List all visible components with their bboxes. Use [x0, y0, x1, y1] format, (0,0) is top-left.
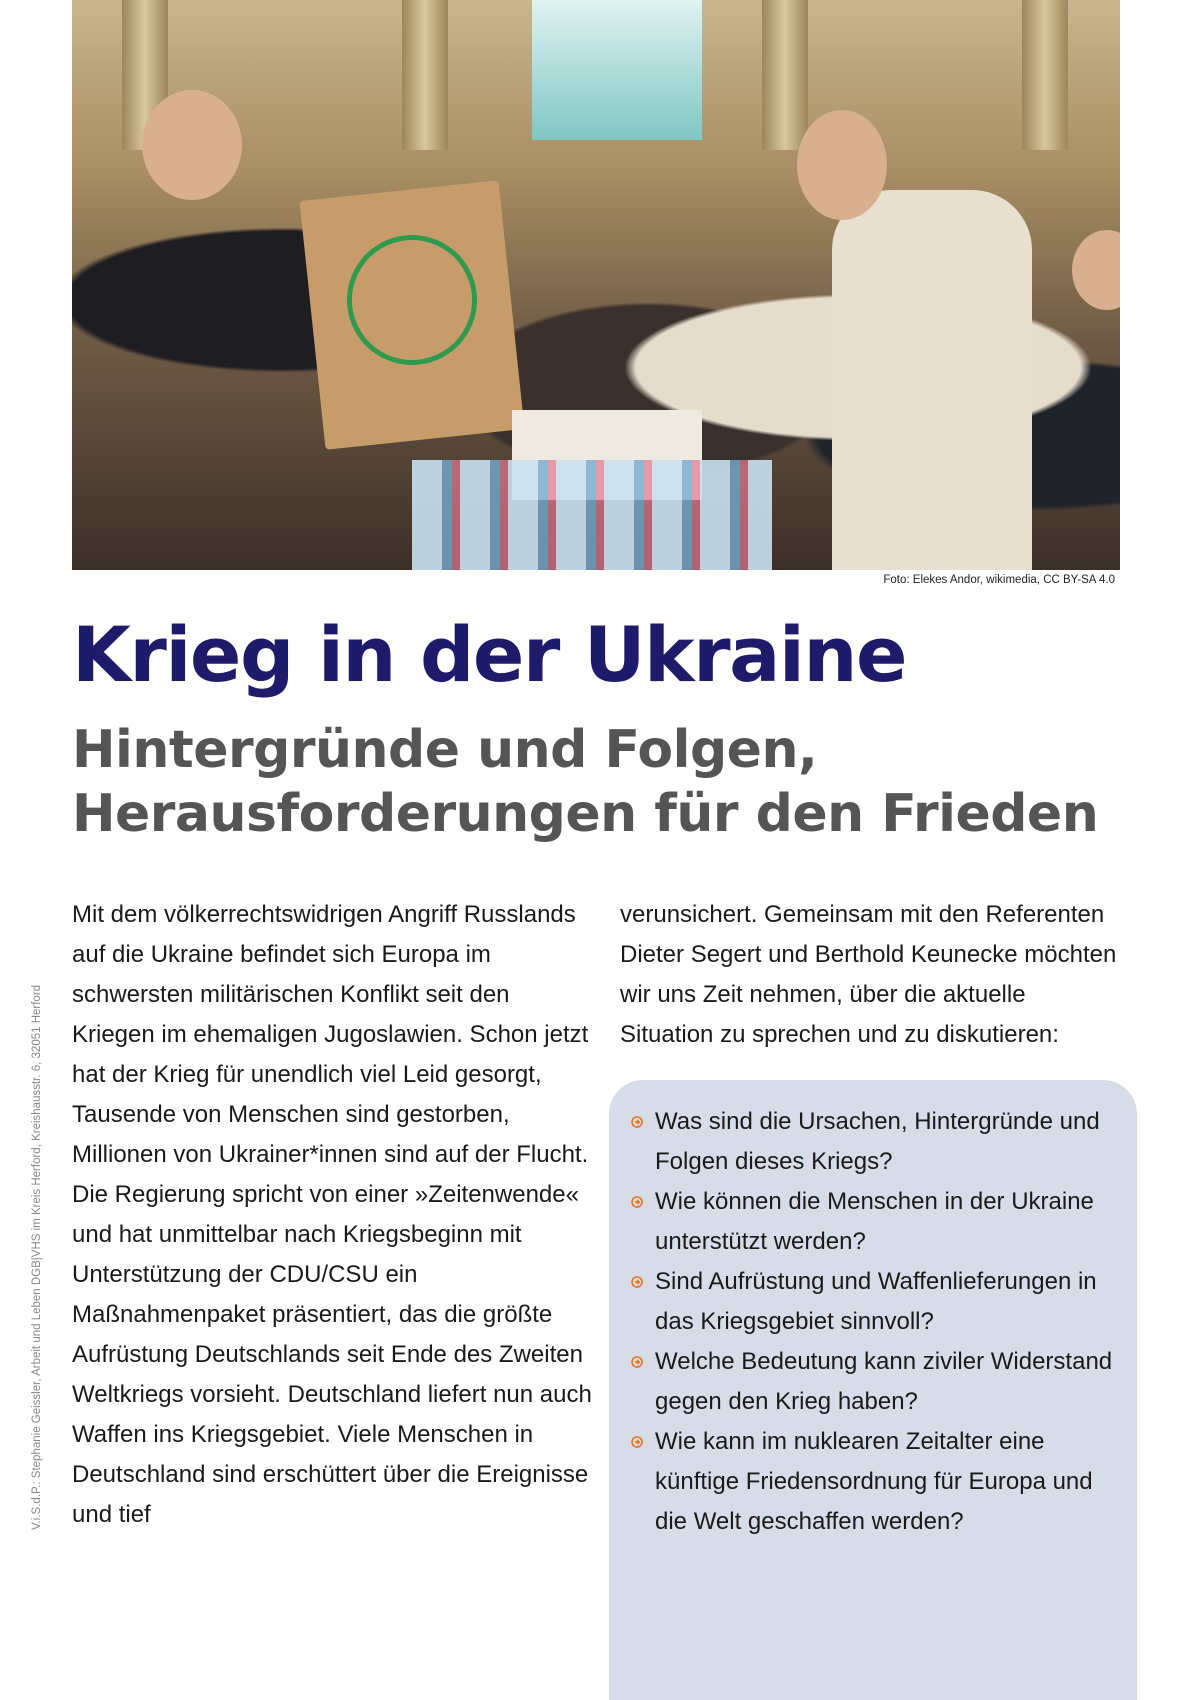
question-text: Sind Aufrüstung und Waffenlieferungen in das Kriegsgebiet sinnvoll?	[655, 1268, 1097, 1335]
list-item	[625, 1182, 1121, 1262]
questions-list	[609, 1080, 1137, 1542]
circled-arrow-right-icon	[631, 1276, 643, 1288]
page-title: Krieg in der Ukraine	[72, 610, 907, 699]
photo-face	[797, 110, 887, 220]
circled-arrow-right-icon	[631, 1356, 643, 1368]
circled-arrow-right-icon	[631, 1436, 643, 1448]
circled-arrow-right-icon	[631, 1116, 643, 1128]
hero-photo	[72, 0, 1120, 570]
question-text: Wie können die Menschen in der Ukraine unterstützt werden?	[655, 1188, 1094, 1255]
circled-arrow-right-icon	[631, 1196, 643, 1208]
list-item	[625, 1262, 1121, 1342]
subtitle-line: Hintergründe und Folgen,	[72, 720, 818, 780]
questions-box	[609, 1080, 1137, 1700]
question-text: Wie kann im nuklearen Zeitalter eine künftige Friedensordnung für Europa und die Welt geschaffen werden?	[655, 1428, 1093, 1535]
photo-window	[532, 0, 702, 140]
list-item	[625, 1342, 1121, 1422]
photo-bottles	[412, 460, 772, 570]
question-text: Was sind die Ursachen, Hintergründe und Folgen dieses Kriegs?	[655, 1108, 1100, 1175]
body-text-right: verunsichert. Gemeinsam mit den Referenten Dieter Segert und Berthold Keunecke möchten wir uns Zeit nehmen, über die aktuelle Situation zu sprechen und zu diskutieren:	[620, 901, 1117, 1048]
list-item	[625, 1422, 1121, 1542]
body-text-left: Mit dem völkerrechtswidrigen Angriff Russlands auf die Ukraine befindet sich Europa im schwersten militärischen Konflikt seit den Kriegen im ehemaligen Jugoslawien. Schon jetzt hat der Krieg für unendlich viel Leid gesorgt, Tausende von Menschen sind gestorben, Millionen von Ukrainer*innen sind auf der Flucht. Die Regierung spricht von einer »Zeitenwende« und hat unmittelbar nach Kriegsbeginn mit Unterstützung der CDU/CSU ein Maßnahmenpaket präsentiert, das die größte Aufrüstung Deutschlands seit Ende des Zweiten Weltkriegs vorsieht. Deutschland liefert nun auch Waffen ins Kriegsgebiet. Viele Menschen in Deutschland sind erschüttert über die Ereignisse und tief	[72, 901, 592, 1528]
question-text: Welche Bedeutung kann ziviler Widerstand gegen den Krieg haben?	[655, 1348, 1113, 1415]
imprint-sidetext: V.i.S.d.P.: Stephanie Geissler, Arbeit und Leben DGB|VHS im Kreis Herford, Kreishausstr. 6, 32051 Herford	[31, 984, 43, 1530]
subtitle-line: Herausforderungen für den Frieden	[72, 784, 1099, 844]
photo-coat	[832, 190, 1032, 570]
photo-face	[142, 90, 242, 200]
photo-caption: Foto: Elekes Andor, wikimedia, CC BY-SA 4.0	[883, 574, 1115, 586]
list-item	[625, 1102, 1121, 1182]
page-subtitle	[72, 718, 1122, 846]
